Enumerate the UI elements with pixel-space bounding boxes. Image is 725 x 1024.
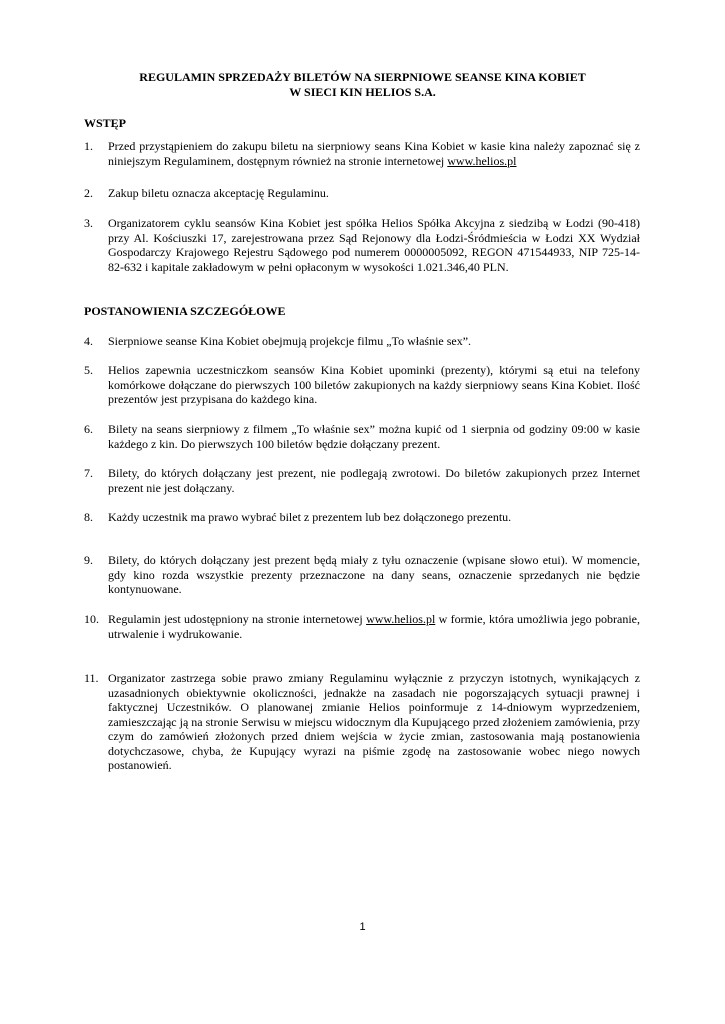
list-item-5 bbox=[84, 363, 640, 407]
list-item-text: Przed przystąpieniem do zakupu biletu na sierpniowy seans Kina Kobiet w kasie kina należy zapoznać się z niniejszym Regulaminem, dostępnym również na stronie internetowej www.helios.pl bbox=[108, 139, 640, 168]
list-item-number: 7. bbox=[84, 466, 93, 480]
list-item-6 bbox=[84, 422, 640, 451]
list-item-2 bbox=[84, 186, 640, 201]
list-item-number: 9. bbox=[84, 553, 93, 567]
list-item-number: 10. bbox=[84, 612, 99, 626]
list-item-9 bbox=[84, 553, 640, 597]
list-item-text: Sierpniowe seanse Kina Kobiet obejmują projekcje filmu „To właśnie sex”. bbox=[108, 334, 472, 348]
list-item-text: Każdy uczestnik ma prawo wybrać bilet z prezentem lub bez dołączonego prezentu. bbox=[108, 510, 512, 524]
list-item-text: Helios zapewnia uczestniczkom seansów Kina Kobiet upominki (prezenty), którymi są etui na telefony komórkowe dołączane do pierwszych 100 biletów zakupionych na każdy sierpniowy seans Kina Kobiet. Ilość prezentów jest przypisana do każdego kina. bbox=[108, 363, 640, 406]
section-heading-detailed-provisions: POSTANOWIENIA SZCZEGÓŁOWE bbox=[84, 304, 286, 318]
list-item-text: Zakup biletu oznacza akceptację Regulaminu. bbox=[108, 186, 329, 200]
list-item-11 bbox=[84, 671, 640, 773]
list-item-number: 3. bbox=[84, 216, 93, 230]
list-item-text: Organizatorem cyklu seansów Kina Kobiet jest spółka Helios Spółka Akcyjna z siedzibą w Łodzi (90-418) przy Al. Kościuszki 17, zarejestrowana przez Sąd Rejonowy dla Łodzi-Śródmieścia w Łodzi XX Wydział Gospodarczy Krajowego Rejestru Sądowego pod numerem 0000005092, REGON 471544933, NIP 725-14-82-632 i kapitale zakładowym w pełni opłaconym w wysokości 1.021.346,40 PLN. bbox=[108, 216, 640, 274]
list-item-4 bbox=[84, 334, 640, 349]
list-item-number: 11. bbox=[84, 671, 99, 685]
list-item-8 bbox=[84, 510, 640, 525]
list-item-text: Bilety na seans sierpniowy z filmem „To właśnie sex” można kupić od 1 sierpnia od godziny 09:00 w kasie każdego z kin. Do pierwszych 100 biletów będzie dołączany prezent. bbox=[108, 422, 640, 451]
page-number: 1 bbox=[359, 921, 366, 933]
list-item-1 bbox=[84, 139, 640, 168]
document-title-line-1: REGULAMIN SPRZEDAŻY BILETÓW NA SIERPNIOWE SEANSE KINA KOBIET bbox=[139, 70, 586, 84]
list-item-3 bbox=[84, 216, 640, 274]
helios-link[interactable]: www.helios.pl bbox=[447, 153, 517, 168]
list-item-number: 6. bbox=[84, 422, 93, 436]
list-item-number: 5. bbox=[84, 363, 93, 377]
list-item-text: Bilety, do których dołączany jest prezent, nie podlegają zwrotowi. Do biletów zakupionych przez Internet prezent nie jest dołączany. bbox=[108, 466, 640, 495]
list-item-number: 4. bbox=[84, 334, 93, 348]
section-heading-introduction: WSTĘP bbox=[84, 116, 127, 130]
list-item-7 bbox=[84, 466, 640, 495]
list-item-text: Regulamin jest udostępniony na stronie internetowej www.helios.pl w formie, która umożliwia jego pobranie, utrwalenie i wydrukowanie. bbox=[108, 612, 640, 641]
list-item-number: 2. bbox=[84, 186, 93, 200]
list-item-text: Bilety, do których dołączany jest prezent będą miały z tyłu oznaczenie (wpisane słowo etui). W momencie, gdy kino rozda wszystkie prezenty przeznaczone na dany seans, oznaczenie sprzedanych nie będzie kontynuowane. bbox=[108, 553, 640, 596]
list-item-number: 8. bbox=[84, 510, 93, 524]
document-title-line-2: W SIECI KIN HELIOS S.A. bbox=[289, 85, 436, 99]
helios-link[interactable]: www.helios.pl bbox=[366, 612, 436, 626]
list-item-10 bbox=[84, 612, 640, 641]
list-item-text: Organizator zastrzega sobie prawo zmiany Regulaminu wyłącznie z przyczyn istotnych, wynikających z uzasadnionych obiektywnie okoliczności, jednakże na zasadach nie pogorszających sytuacji prawnej i faktycznej Uczestników. O planowanej zmianie Helios poinformuje z 14-dniowym wyprzedzeniem, zamieszczając ją na stronie Serwisu w miejscu widocznym dla Kupującego przed złożeniem zamówienia, przy czym do zamówień złożonych przed dniem wejścia w życie zmian, zastosowania mają postanowienia dotychczasowe, chyba, że Kupujący wyrazi na piśmie zgodę na zastosowanie wobec niego nowych postanowień. bbox=[108, 671, 640, 772]
list-item-number: 1. bbox=[84, 139, 93, 153]
